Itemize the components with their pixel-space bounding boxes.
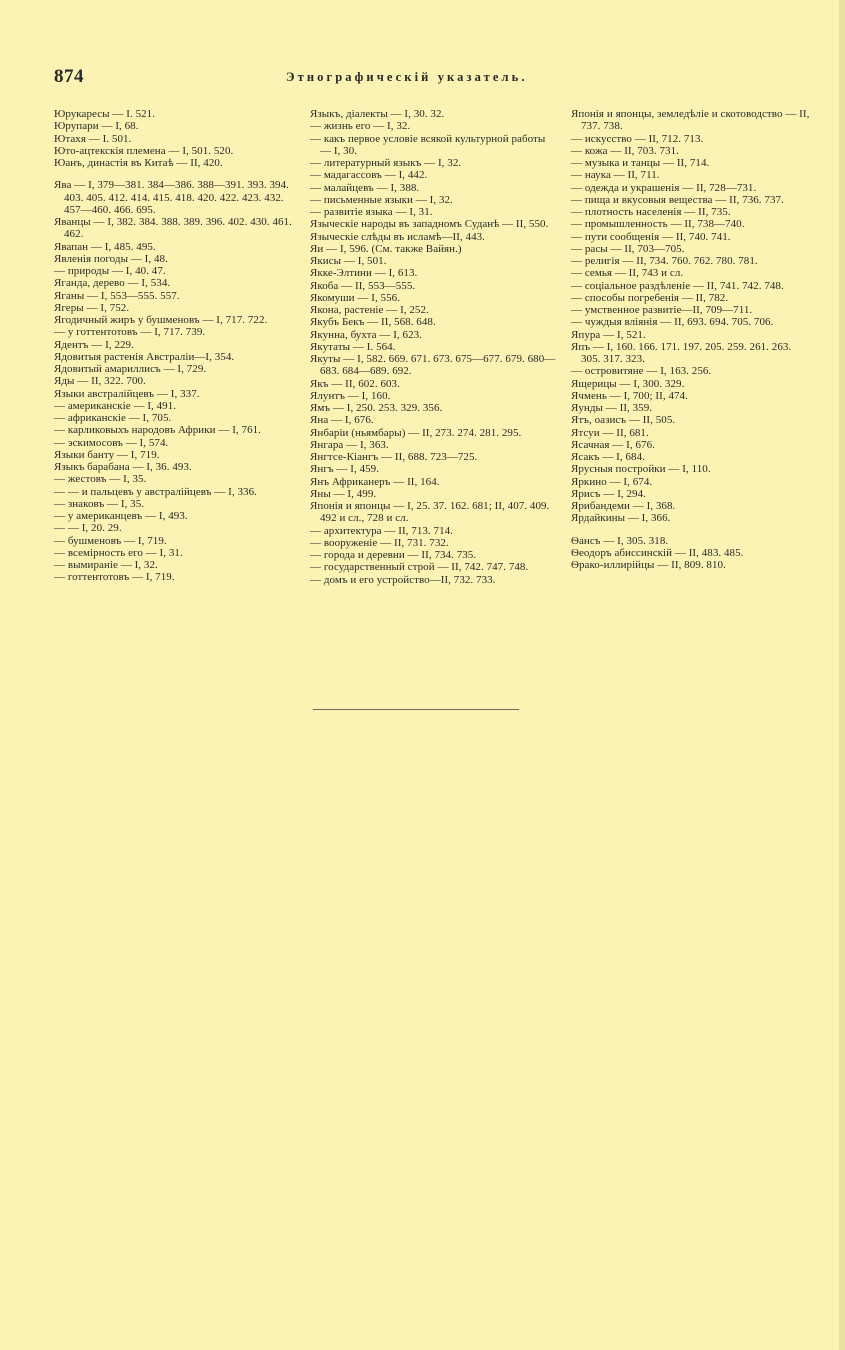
index-entry: — вымираніе — I, 32.: [54, 559, 158, 571]
index-entry: Языческіе слѣды въ исламѣ—II, 443.: [310, 230, 485, 243]
index-entry: Япъ — I, 160. 166. 171. 197. 205. 259. 261. 263. 305. 317. 323.: [571, 340, 792, 365]
index-entry: Языческіе народы въ западномъ Суданѣ — II, 550.: [310, 218, 549, 231]
index-entry: Ясачная — I, 676.: [571, 438, 655, 451]
index-entry: Ячмень — I, 700; II, 474.: [571, 389, 688, 402]
index-entry: Янгтсе-Кіангъ — II, 688. 723—725.: [310, 451, 478, 463]
index-entry: — африканскіе — I, 705.: [54, 412, 172, 424]
index-entry: — плотность населенія — II, 735.: [571, 206, 731, 218]
index-entry: — расы — II, 703—705.: [571, 242, 685, 255]
index-entry: Якомуши — I, 556.: [310, 291, 400, 304]
index-entry: Якъ — II, 602. 603.: [310, 377, 400, 390]
index-entry: Ярдайкины — I, 366.: [571, 512, 671, 525]
index-entry: Юто-ацтекскія племена — I, 501. 520.: [54, 144, 234, 157]
page-number: 874: [54, 66, 84, 87]
index-entry: — карликовыхъ народовъ Африки — I, 761.: [54, 424, 261, 437]
index-entry: — литературный языкъ — I, 32.: [310, 157, 462, 169]
index-entry: Ядовитый амариллисъ — I, 729.: [54, 363, 207, 375]
index-entry: Ятсуи — II, 681.: [571, 426, 649, 439]
index-entry: — наука — II, 711.: [571, 169, 660, 182]
index-entry: — кожа — II, 703. 731.: [571, 144, 679, 157]
page-header: [54, 66, 789, 88]
index-column-2: [310, 108, 558, 586]
index-entry: Ѳрако-иллирійцы — II, 809. 810.: [571, 559, 726, 571]
index-entry: Юрупари — I, 68.: [54, 120, 139, 133]
index-entry: — архитектура — II, 713. 714.: [310, 524, 453, 537]
index-entry: Яганда, дерево — I, 534.: [54, 277, 171, 290]
index-entry: — природы — I, 40. 47.: [54, 265, 166, 277]
index-entry: Ярибандеми — I, 368.: [571, 500, 676, 512]
index-entry: Японія и японцы — I, 25. 37. 162. 681; II, 407. 409. 492 и сл., 728 и сл.: [310, 500, 550, 525]
index-entry: Якона, растеніе — I, 252.: [310, 304, 429, 316]
index-entry: — города и деревни — II, 734. 735.: [310, 549, 477, 561]
index-entry: — соціальное раздѣленіе — II, 741. 742. 748.: [571, 279, 784, 292]
index-entry: — вооруженіе — II, 731. 732.: [310, 536, 449, 549]
index-entry: Якоба — II, 553—555.: [310, 279, 416, 292]
index-column-1: [54, 108, 299, 584]
index-entry: Яванцы — I, 382. 384. 388. 389. 396. 402. 430. 461. 462.: [54, 216, 292, 241]
index-entry: Якуты — I, 582. 669. 671. 673. 675—677. 679. 680—683. 684—689. 692.: [310, 353, 556, 378]
index-entry: Янбаріи (ньямбары) — II, 273. 274. 281. 295.: [310, 426, 522, 439]
index-entry: Янгъ — I, 459.: [310, 463, 380, 476]
index-entry: Ягодичный жиръ у бушменовъ — I, 717. 722.: [54, 314, 268, 326]
index-entry: Яна — I, 676.: [310, 414, 374, 427]
index-entry: Ютахя — I. 501.: [54, 132, 132, 145]
index-entry: Ягеры — I, 752.: [54, 301, 130, 314]
running-title: Этнографическій указатель.: [286, 70, 528, 84]
index-entry: Японія и японцы, земледѣліе и скотоводство — II, 737. 738.: [571, 108, 810, 133]
index-entry: Яны — I, 499.: [310, 487, 377, 500]
index-entry: Языкъ барабана — I, 36. 493.: [54, 461, 192, 473]
index-entry: Янъ Африканеръ — II, 164.: [310, 475, 440, 488]
index-entry: Якке-Элтини — I, 613.: [310, 267, 418, 280]
index-entry: — письменные языки — I, 32.: [310, 193, 453, 206]
index-entry: Янгара — I, 363.: [310, 438, 389, 451]
index-entry: Ява — I, 379—381. 384—386. 388—391. 393. 394. 403. 405. 412. 414. 415. 418. 420. 422. 423. 432. 457—460. 466. 695.: [54, 179, 289, 216]
end-divider: [313, 709, 519, 710]
index-entry: — бушменовъ — I, 719.: [54, 534, 167, 547]
index-entry: Языки банту — I, 719.: [54, 448, 160, 461]
index-entry: Якубъ Бекъ — II, 568. 648.: [310, 316, 436, 329]
index-entry: Языки австралійцевъ — I, 337.: [54, 387, 200, 400]
index-entry: Яи — I, 596. (См. также Вайян.): [310, 242, 462, 255]
index-entry: — у американцевъ — I, 493.: [54, 510, 188, 522]
index-entry: Ятъ, оазисъ — II, 505.: [571, 414, 676, 427]
index-entry: Явленія погоды — I, 48.: [54, 252, 168, 265]
index-entry: Ясакъ — I, 684.: [571, 451, 645, 463]
index-entry: Языкъ, діалекты — I, 30. 32.: [310, 108, 445, 120]
index-entry: Яунды — II, 359.: [571, 402, 653, 414]
index-entry: Ядовитыя растенія Австраліи—I, 354.: [54, 350, 235, 363]
index-entry: — знаковъ — I, 35.: [54, 497, 145, 510]
index-entry: — малайцевъ — I, 388.: [310, 181, 420, 194]
index-entry: Ѳансъ — I, 305. 318.: [571, 534, 669, 547]
index-entry: — американскіе — I, 491.: [54, 399, 177, 412]
index-entry: — развитіе языка — I, 31.: [310, 206, 433, 218]
index-entry: — мадагассовъ — I, 442.: [310, 169, 428, 182]
index-entry: — пища и вкусовыя вещества — II, 736. 737.: [571, 193, 784, 206]
index-entry: — способы погребенія — II, 782.: [571, 291, 729, 304]
index-entry: Явапан — I, 485. 495.: [54, 240, 156, 253]
index-entry: Ѳеодоръ абиссинскій — II, 483. 485.: [571, 546, 744, 559]
index-entry: — одежда и украшенія — II, 728—731.: [571, 181, 757, 194]
index-entry: — искусство — II, 712. 713.: [571, 132, 704, 145]
index-entry: — — и пальцевъ у австралійцевъ — I, 336.: [54, 485, 257, 498]
index-entry: Якутаты — I. 564.: [310, 340, 396, 353]
index-entry: Ярисъ — I, 294.: [571, 487, 646, 500]
index-entry: Ярусныя постройки — I, 110.: [571, 463, 711, 476]
index-entry: Яганы — I, 553—555. 557.: [54, 289, 180, 302]
index-entry: Ямъ — I, 250. 253. 329. 356.: [310, 402, 443, 414]
index-entry: — жестовъ — I, 35.: [54, 473, 147, 486]
index-entry: Ядентъ — I, 229.: [54, 338, 134, 351]
index-entry: — домъ и его устройство—II, 732. 733.: [310, 573, 496, 586]
index-entry: Якунна, бухта — I, 623.: [310, 328, 422, 341]
index-column-3: [571, 108, 811, 571]
index-entry: — какъ первое условіе всякой культурной работы — I, 30.: [310, 132, 546, 157]
index-entry: Якисы — I, 501.: [310, 255, 387, 267]
index-entry: — семья — II, 743 и сл.: [571, 267, 684, 280]
index-entry: — умственное развитіе—II, 709—711.: [571, 304, 753, 316]
index-entry: — островитяне — I, 163. 256.: [571, 365, 712, 378]
index-entry: Ящерицы — I, 300. 329.: [571, 377, 685, 390]
index-entry: — эскимосовъ — I, 574.: [54, 436, 169, 449]
index-entry: — религія — II, 734. 760. 762. 780. 781.: [571, 255, 758, 267]
index-entry: — промышленность — II, 738—740.: [571, 218, 745, 231]
index-entry: Яды — II, 322. 700.: [54, 375, 146, 388]
index-entry: — пути сообщенія — II, 740. 741.: [571, 230, 731, 243]
index-entry: — жизнь его — I, 32.: [310, 120, 411, 133]
index-entry: — музыка и танцы — II, 714.: [571, 157, 710, 169]
index-entry: Юрукаресы — I. 521.: [54, 108, 156, 120]
index-entry: — всемірность его — I, 31.: [54, 546, 183, 559]
index-entry: Юанъ, династія въ Китаѣ — II, 420.: [54, 157, 223, 169]
index-entry: Яркино — I, 674.: [571, 475, 653, 488]
index-entry: Ялунтъ — I, 160.: [310, 389, 391, 402]
page-edge: [839, 0, 845, 1350]
index-entry: — готтентотовъ — I, 719.: [54, 571, 175, 584]
index-entry: — чуждыя вліянія — II, 693. 694. 705. 706.: [571, 316, 774, 329]
index-entry: — — I, 20. 29.: [54, 522, 122, 535]
index-entry: Япура — I, 521.: [571, 328, 646, 341]
index-entry: — государственный строй — II, 742. 747. 748.: [310, 561, 529, 574]
index-entry: — у готтентотовъ — I, 717. 739.: [54, 326, 206, 339]
